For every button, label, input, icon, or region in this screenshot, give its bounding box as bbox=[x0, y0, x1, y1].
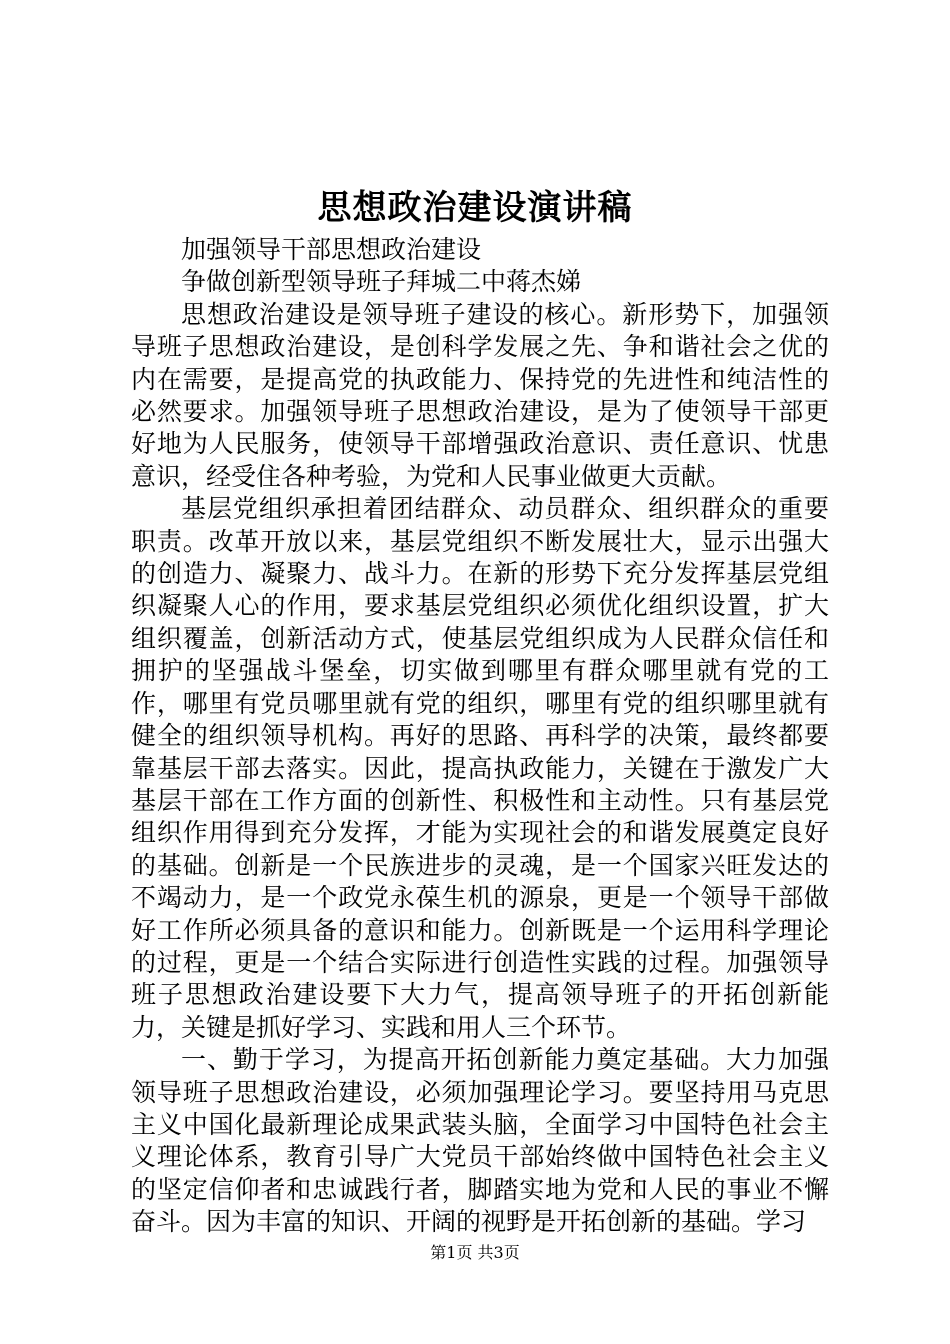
page-number-footer: 第1页 共3页 bbox=[430, 1243, 520, 1262]
body-paragraph-3: 一、勤于学习，为提高开拓创新能力奠定基础。大力加强领导班子思想政治建设，必须加强理论学习。要坚持用马克思主义中国化最新理论成果武装头脑，全面学习中国特色社会主义理论体系，教育引导广大党员干部始终做中国特色社会主义的坚定信仰者和忠诚践行者，脚踏实地为党和人民的事业不懈奋斗。因为丰富的知识、开阔的视野是开拓创新的基础。学习 bbox=[131, 1045, 829, 1237]
subtitle-line-1: 加强领导干部思想政治建设 bbox=[181, 235, 482, 264]
body-paragraph-1: 思想政治建设是领导班子建设的核心。新形势下，加强领导班子思想政治建设，是创科学发展之先、争和谐社会之优的内在需要，是提高党的执政能力、保持党的先进性和纯洁性的必然要求。加强领导班子思想政治建设，是为了使领导干部更好地为人民服务，使领导干部增强政治意识、责任意识、忧患意识，经受住各种考验，为党和人民事业做更大贡献。 bbox=[131, 299, 829, 491]
body-paragraph-2: 基层党组织承担着团结群众、动员群众、组织群众的重要职责。改革开放以来，基层党组织不断发展壮大，显示出强大的创造力、凝聚力、战斗力。在新的形势下充分发挥基层党组织凝聚人心的作用，要求基层党组织必须优化组织设置，扩大组织覆盖，创新活动方式，使基层党组织成为人民群众信任和拥护的坚强战斗堡垒，切实做到哪里有群众哪里就有党的工作，哪里有党员哪里就有党的组织，哪里有党的组织哪里就有健全的组织领导机构。再好的思路、再科学的决策，最终都要靠基层干部去落实。因此，提高执政能力，关键在于激发广大基层干部在工作方面的创新性、积极性和主动性。只有基层党组织作用得到充分发挥，才能为实现社会的和谐发展奠定良好的基础。创新是一个民族进步的灵魂，是一个国家兴旺发达的不竭动力，是一个政党永葆生机的源泉，更是一个领导干部做好工作所必须具备的意识和能力。创新既是一个运用科学理论的过程，更是一个结合实际进行创造性实践的过程。加强领导班子思想政治建设要下大力气，提高领导班子的开拓创新能力，关键是抓好学习、实践和用人三个环节。 bbox=[131, 494, 829, 1042]
subtitle-line-2: 争做创新型领导班子拜城二中蒋杰娣 bbox=[181, 267, 582, 297]
document-title: 思想政治建设演讲稿 bbox=[317, 188, 633, 228]
document-body bbox=[131, 234, 829, 1239]
